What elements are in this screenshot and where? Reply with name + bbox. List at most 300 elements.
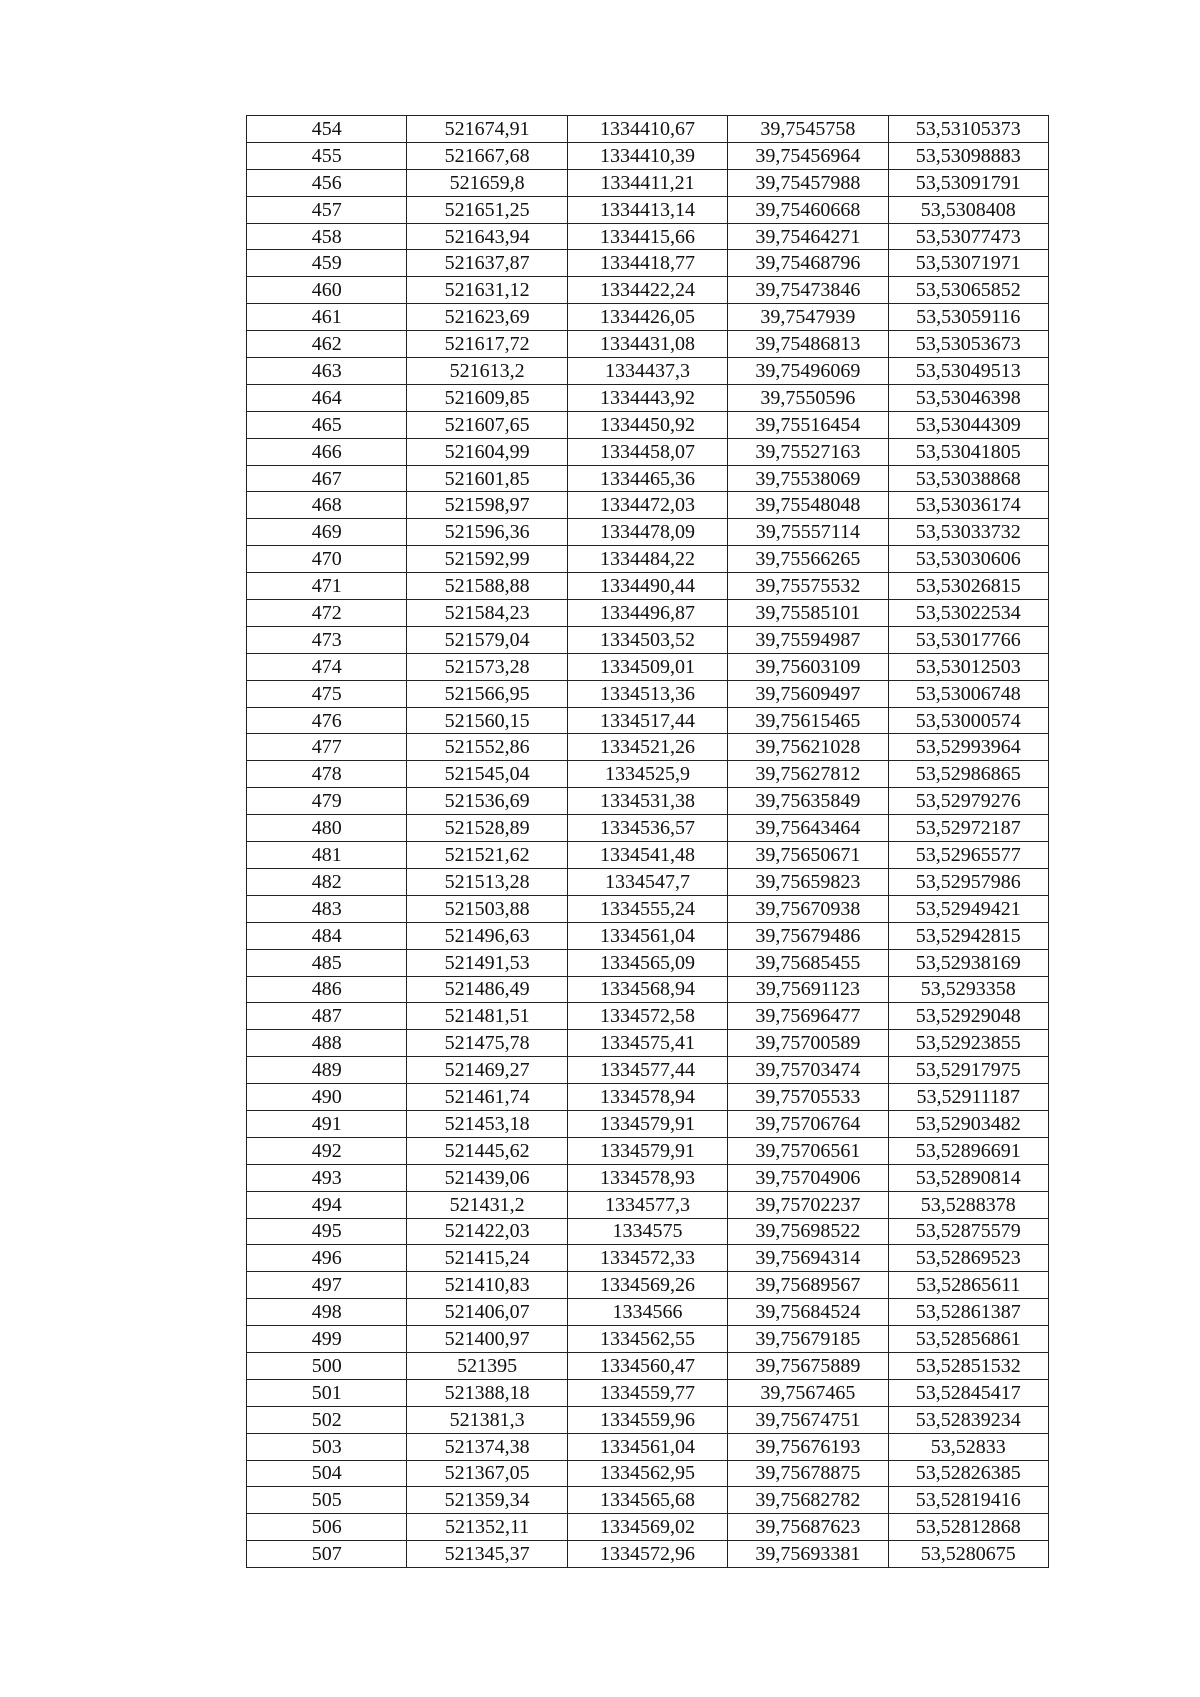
x-coordinate-cell: 521607,65 (407, 411, 567, 438)
latitude-cell: 39,75698522 (728, 1218, 888, 1245)
table-row (247, 1514, 1049, 1541)
point-number-cell: 486 (247, 976, 407, 1003)
y-coordinate-cell: 1334559,77 (567, 1379, 727, 1406)
y-coordinate-cell: 1334572,58 (567, 1003, 727, 1030)
table-row (247, 1191, 1049, 1218)
point-number-cell: 459 (247, 250, 407, 277)
longitude-cell: 53,52896691 (888, 1137, 1048, 1164)
x-coordinate-cell: 521388,18 (407, 1379, 567, 1406)
x-coordinate-cell: 521422,03 (407, 1218, 567, 1245)
y-coordinate-cell: 1334418,77 (567, 250, 727, 277)
point-number-cell: 476 (247, 707, 407, 734)
y-coordinate-cell: 1334577,44 (567, 1057, 727, 1084)
y-coordinate-cell: 1334450,92 (567, 411, 727, 438)
point-number-cell: 470 (247, 546, 407, 573)
y-coordinate-cell: 1334562,95 (567, 1460, 727, 1487)
table-row (247, 600, 1049, 627)
table-row (247, 761, 1049, 788)
point-number-cell: 468 (247, 492, 407, 519)
x-coordinate-cell: 521613,2 (407, 358, 567, 385)
longitude-cell: 53,53046398 (888, 384, 1048, 411)
x-coordinate-cell: 521481,51 (407, 1003, 567, 1030)
longitude-cell: 53,53017766 (888, 626, 1048, 653)
longitude-cell: 53,53098883 (888, 142, 1048, 169)
point-number-cell: 490 (247, 1084, 407, 1111)
table-row (247, 976, 1049, 1003)
longitude-cell: 53,53059116 (888, 304, 1048, 331)
point-number-cell: 483 (247, 895, 407, 922)
latitude-cell: 39,75703474 (728, 1057, 888, 1084)
y-coordinate-cell: 1334496,87 (567, 600, 727, 627)
point-number-cell: 456 (247, 169, 407, 196)
x-coordinate-cell: 521651,25 (407, 196, 567, 223)
x-coordinate-cell: 521579,04 (407, 626, 567, 653)
table-row (247, 895, 1049, 922)
longitude-cell: 53,52929048 (888, 1003, 1048, 1030)
y-coordinate-cell: 1334561,04 (567, 1433, 727, 1460)
x-coordinate-cell: 521491,53 (407, 949, 567, 976)
y-coordinate-cell: 1334509,01 (567, 653, 727, 680)
longitude-cell: 53,52942815 (888, 922, 1048, 949)
latitude-cell: 39,75621028 (728, 734, 888, 761)
longitude-cell: 53,52986865 (888, 761, 1048, 788)
table-row (247, 116, 1049, 143)
longitude-cell: 53,53038868 (888, 465, 1048, 492)
table-row (247, 1433, 1049, 1460)
longitude-cell: 53,52917975 (888, 1057, 1048, 1084)
point-number-cell: 471 (247, 573, 407, 600)
latitude-cell: 39,7550596 (728, 384, 888, 411)
x-coordinate-cell: 521431,2 (407, 1191, 567, 1218)
latitude-cell: 39,75691123 (728, 976, 888, 1003)
y-coordinate-cell: 1334531,38 (567, 788, 727, 815)
point-number-cell: 503 (247, 1433, 407, 1460)
x-coordinate-cell: 521573,28 (407, 653, 567, 680)
point-number-cell: 460 (247, 277, 407, 304)
y-coordinate-cell: 1334410,39 (567, 142, 727, 169)
table-row (247, 223, 1049, 250)
y-coordinate-cell: 1334578,93 (567, 1164, 727, 1191)
table-row (247, 169, 1049, 196)
y-coordinate-cell: 1334568,94 (567, 976, 727, 1003)
x-coordinate-cell: 521367,05 (407, 1460, 567, 1487)
latitude-cell: 39,75679486 (728, 922, 888, 949)
x-coordinate-cell: 521345,37 (407, 1541, 567, 1568)
point-number-cell: 507 (247, 1541, 407, 1568)
table-row (247, 492, 1049, 519)
longitude-cell: 53,5280675 (888, 1541, 1048, 1568)
longitude-cell: 53,52957986 (888, 868, 1048, 895)
longitude-cell: 53,5288378 (888, 1191, 1048, 1218)
y-coordinate-cell: 1334579,91 (567, 1137, 727, 1164)
point-number-cell: 457 (247, 196, 407, 223)
latitude-cell: 39,75689567 (728, 1272, 888, 1299)
point-number-cell: 482 (247, 868, 407, 895)
y-coordinate-cell: 1334569,02 (567, 1514, 727, 1541)
x-coordinate-cell: 521486,49 (407, 976, 567, 1003)
latitude-cell: 39,75468796 (728, 250, 888, 277)
point-number-cell: 489 (247, 1057, 407, 1084)
point-number-cell: 473 (247, 626, 407, 653)
latitude-cell: 39,75679185 (728, 1326, 888, 1353)
point-number-cell: 458 (247, 223, 407, 250)
longitude-cell: 53,52979276 (888, 788, 1048, 815)
latitude-cell: 39,7547939 (728, 304, 888, 331)
x-coordinate-cell: 521352,11 (407, 1514, 567, 1541)
x-coordinate-cell: 521588,88 (407, 573, 567, 600)
table-row (247, 1110, 1049, 1137)
y-coordinate-cell: 1334562,55 (567, 1326, 727, 1353)
y-coordinate-cell: 1334443,92 (567, 384, 727, 411)
latitude-cell: 39,75704906 (728, 1164, 888, 1191)
point-number-cell: 502 (247, 1406, 407, 1433)
x-coordinate-cell: 521410,83 (407, 1272, 567, 1299)
longitude-cell: 53,52903482 (888, 1110, 1048, 1137)
longitude-cell: 53,52845417 (888, 1379, 1048, 1406)
latitude-cell: 39,75706561 (728, 1137, 888, 1164)
x-coordinate-cell: 521584,23 (407, 600, 567, 627)
point-number-cell: 463 (247, 358, 407, 385)
point-number-cell: 475 (247, 680, 407, 707)
longitude-cell: 53,52890814 (888, 1164, 1048, 1191)
table-row (247, 519, 1049, 546)
latitude-cell: 39,75675889 (728, 1352, 888, 1379)
y-coordinate-cell: 1334541,48 (567, 842, 727, 869)
table-row (247, 949, 1049, 976)
point-number-cell: 454 (247, 116, 407, 143)
y-coordinate-cell: 1334415,66 (567, 223, 727, 250)
y-coordinate-cell: 1334513,36 (567, 680, 727, 707)
longitude-cell: 53,52993964 (888, 734, 1048, 761)
longitude-cell: 53,53006748 (888, 680, 1048, 707)
x-coordinate-cell: 521609,85 (407, 384, 567, 411)
y-coordinate-cell: 1334484,22 (567, 546, 727, 573)
latitude-cell: 39,75473846 (728, 277, 888, 304)
point-number-cell: 469 (247, 519, 407, 546)
table-row (247, 734, 1049, 761)
table-row (247, 250, 1049, 277)
longitude-cell: 53,52923855 (888, 1030, 1048, 1057)
longitude-cell: 53,53077473 (888, 223, 1048, 250)
longitude-cell: 53,53033732 (888, 519, 1048, 546)
longitude-cell: 53,53022534 (888, 600, 1048, 627)
y-coordinate-cell: 1334413,14 (567, 196, 727, 223)
point-number-cell: 461 (247, 304, 407, 331)
x-coordinate-cell: 521406,07 (407, 1299, 567, 1326)
point-number-cell: 492 (247, 1137, 407, 1164)
table-row (247, 438, 1049, 465)
point-number-cell: 464 (247, 384, 407, 411)
table-row (247, 1218, 1049, 1245)
longitude-cell: 53,52949421 (888, 895, 1048, 922)
table-row (247, 842, 1049, 869)
latitude-cell: 39,75456964 (728, 142, 888, 169)
y-coordinate-cell: 1334575,41 (567, 1030, 727, 1057)
latitude-cell: 39,75676193 (728, 1433, 888, 1460)
y-coordinate-cell: 1334426,05 (567, 304, 727, 331)
x-coordinate-cell: 521631,12 (407, 277, 567, 304)
latitude-cell: 39,75670938 (728, 895, 888, 922)
y-coordinate-cell: 1334422,24 (567, 277, 727, 304)
longitude-cell: 53,52965577 (888, 842, 1048, 869)
table-row (247, 1460, 1049, 1487)
x-coordinate-cell: 521461,74 (407, 1084, 567, 1111)
latitude-cell: 39,75627812 (728, 761, 888, 788)
latitude-cell: 39,75548048 (728, 492, 888, 519)
latitude-cell: 39,75527163 (728, 438, 888, 465)
longitude-cell: 53,53026815 (888, 573, 1048, 600)
y-coordinate-cell: 1334411,21 (567, 169, 727, 196)
y-coordinate-cell: 1334566 (567, 1299, 727, 1326)
longitude-cell: 53,52869523 (888, 1245, 1048, 1272)
latitude-cell: 39,75650671 (728, 842, 888, 869)
x-coordinate-cell: 521521,62 (407, 842, 567, 869)
x-coordinate-cell: 521617,72 (407, 331, 567, 358)
longitude-cell: 53,52839234 (888, 1406, 1048, 1433)
table-row (247, 411, 1049, 438)
latitude-cell: 39,75643464 (728, 815, 888, 842)
x-coordinate-cell: 521439,06 (407, 1164, 567, 1191)
point-number-cell: 488 (247, 1030, 407, 1057)
coordinates-table (246, 115, 1049, 1568)
latitude-cell: 39,75538069 (728, 465, 888, 492)
x-coordinate-cell: 521453,18 (407, 1110, 567, 1137)
y-coordinate-cell: 1334572,96 (567, 1541, 727, 1568)
x-coordinate-cell: 521667,68 (407, 142, 567, 169)
table-row (247, 331, 1049, 358)
longitude-cell: 53,52851532 (888, 1352, 1048, 1379)
latitude-cell: 39,75575532 (728, 573, 888, 600)
table-row (247, 626, 1049, 653)
point-number-cell: 478 (247, 761, 407, 788)
y-coordinate-cell: 1334555,24 (567, 895, 727, 922)
longitude-cell: 53,5308408 (888, 196, 1048, 223)
table-row (247, 1003, 1049, 1030)
table-row (247, 1272, 1049, 1299)
latitude-cell: 39,75585101 (728, 600, 888, 627)
longitude-cell: 53,53071971 (888, 250, 1048, 277)
table-body (247, 116, 1049, 1568)
table-row (247, 196, 1049, 223)
table-row (247, 573, 1049, 600)
x-coordinate-cell: 521545,04 (407, 761, 567, 788)
table-row (247, 142, 1049, 169)
y-coordinate-cell: 1334525,9 (567, 761, 727, 788)
table-row (247, 384, 1049, 411)
y-coordinate-cell: 1334565,68 (567, 1487, 727, 1514)
y-coordinate-cell: 1334577,3 (567, 1191, 727, 1218)
y-coordinate-cell: 1334490,44 (567, 573, 727, 600)
y-coordinate-cell: 1334561,04 (567, 922, 727, 949)
longitude-cell: 53,53049513 (888, 358, 1048, 385)
table-row (247, 788, 1049, 815)
point-number-cell: 485 (247, 949, 407, 976)
latitude-cell: 39,75674751 (728, 1406, 888, 1433)
point-number-cell: 496 (247, 1245, 407, 1272)
longitude-cell: 53,52819416 (888, 1487, 1048, 1514)
latitude-cell: 39,75706764 (728, 1110, 888, 1137)
longitude-cell: 53,53000574 (888, 707, 1048, 734)
latitude-cell: 39,75696477 (728, 1003, 888, 1030)
table-row (247, 815, 1049, 842)
point-number-cell: 501 (247, 1379, 407, 1406)
y-coordinate-cell: 1334572,33 (567, 1245, 727, 1272)
latitude-cell: 39,75557114 (728, 519, 888, 546)
latitude-cell: 39,75566265 (728, 546, 888, 573)
y-coordinate-cell: 1334536,57 (567, 815, 727, 842)
table-row (247, 465, 1049, 492)
x-coordinate-cell: 521643,94 (407, 223, 567, 250)
y-coordinate-cell: 1334521,26 (567, 734, 727, 761)
x-coordinate-cell: 521513,28 (407, 868, 567, 895)
table-row (247, 1406, 1049, 1433)
x-coordinate-cell: 521659,8 (407, 169, 567, 196)
x-coordinate-cell: 521395 (407, 1352, 567, 1379)
longitude-cell: 53,52875579 (888, 1218, 1048, 1245)
longitude-cell: 53,52812868 (888, 1514, 1048, 1541)
table-row (247, 304, 1049, 331)
point-number-cell: 505 (247, 1487, 407, 1514)
x-coordinate-cell: 521374,38 (407, 1433, 567, 1460)
point-number-cell: 466 (247, 438, 407, 465)
latitude-cell: 39,75684524 (728, 1299, 888, 1326)
point-number-cell: 506 (247, 1514, 407, 1541)
x-coordinate-cell: 521359,34 (407, 1487, 567, 1514)
longitude-cell: 53,53030606 (888, 546, 1048, 573)
longitude-cell: 53,53036174 (888, 492, 1048, 519)
point-number-cell: 495 (247, 1218, 407, 1245)
table-row (247, 680, 1049, 707)
point-number-cell: 487 (247, 1003, 407, 1030)
longitude-cell: 53,53091791 (888, 169, 1048, 196)
longitude-cell: 53,5293358 (888, 976, 1048, 1003)
x-coordinate-cell: 521601,85 (407, 465, 567, 492)
point-number-cell: 494 (247, 1191, 407, 1218)
y-coordinate-cell: 1334465,36 (567, 465, 727, 492)
longitude-cell: 53,53044309 (888, 411, 1048, 438)
point-number-cell: 462 (247, 331, 407, 358)
latitude-cell: 39,75594987 (728, 626, 888, 653)
latitude-cell: 39,75700589 (728, 1030, 888, 1057)
y-coordinate-cell: 1334547,7 (567, 868, 727, 895)
table-row (247, 653, 1049, 680)
y-coordinate-cell: 1334565,09 (567, 949, 727, 976)
y-coordinate-cell: 1334579,91 (567, 1110, 727, 1137)
point-number-cell: 472 (247, 600, 407, 627)
latitude-cell: 39,75635849 (728, 788, 888, 815)
y-coordinate-cell: 1334560,47 (567, 1352, 727, 1379)
table-row (247, 1379, 1049, 1406)
y-coordinate-cell: 1334559,96 (567, 1406, 727, 1433)
y-coordinate-cell: 1334437,3 (567, 358, 727, 385)
latitude-cell: 39,75460668 (728, 196, 888, 223)
x-coordinate-cell: 521637,87 (407, 250, 567, 277)
point-number-cell: 481 (247, 842, 407, 869)
x-coordinate-cell: 521674,91 (407, 116, 567, 143)
y-coordinate-cell: 1334410,67 (567, 116, 727, 143)
x-coordinate-cell: 521560,15 (407, 707, 567, 734)
y-coordinate-cell: 1334472,03 (567, 492, 727, 519)
x-coordinate-cell: 521623,69 (407, 304, 567, 331)
x-coordinate-cell: 521445,62 (407, 1137, 567, 1164)
table-row (247, 1030, 1049, 1057)
x-coordinate-cell: 521503,88 (407, 895, 567, 922)
table-row (247, 1137, 1049, 1164)
latitude-cell: 39,75682782 (728, 1487, 888, 1514)
latitude-cell: 39,75659823 (728, 868, 888, 895)
table-row (247, 1084, 1049, 1111)
x-coordinate-cell: 521469,27 (407, 1057, 567, 1084)
longitude-cell: 53,52938169 (888, 949, 1048, 976)
latitude-cell: 39,75464271 (728, 223, 888, 250)
y-coordinate-cell: 1334431,08 (567, 331, 727, 358)
longitude-cell: 53,53041805 (888, 438, 1048, 465)
y-coordinate-cell: 1334503,52 (567, 626, 727, 653)
y-coordinate-cell: 1334458,07 (567, 438, 727, 465)
x-coordinate-cell: 521566,95 (407, 680, 567, 707)
latitude-cell: 39,75694314 (728, 1245, 888, 1272)
x-coordinate-cell: 521475,78 (407, 1030, 567, 1057)
table-row (247, 1487, 1049, 1514)
longitude-cell: 53,53053673 (888, 331, 1048, 358)
longitude-cell: 53,52826385 (888, 1460, 1048, 1487)
point-number-cell: 480 (247, 815, 407, 842)
y-coordinate-cell: 1334478,09 (567, 519, 727, 546)
table-row (247, 1057, 1049, 1084)
point-number-cell: 479 (247, 788, 407, 815)
x-coordinate-cell: 521592,99 (407, 546, 567, 573)
longitude-cell: 53,52861387 (888, 1299, 1048, 1326)
table-row (247, 1541, 1049, 1568)
x-coordinate-cell: 521415,24 (407, 1245, 567, 1272)
latitude-cell: 39,75702237 (728, 1191, 888, 1218)
longitude-cell: 53,52865611 (888, 1272, 1048, 1299)
x-coordinate-cell: 521596,36 (407, 519, 567, 546)
longitude-cell: 53,52911187 (888, 1084, 1048, 1111)
x-coordinate-cell: 521552,86 (407, 734, 567, 761)
y-coordinate-cell: 1334578,94 (567, 1084, 727, 1111)
latitude-cell: 39,75678875 (728, 1460, 888, 1487)
table-row (247, 1164, 1049, 1191)
longitude-cell: 53,52856861 (888, 1326, 1048, 1353)
latitude-cell: 39,75615465 (728, 707, 888, 734)
table-row (247, 868, 1049, 895)
point-number-cell: 465 (247, 411, 407, 438)
latitude-cell: 39,75609497 (728, 680, 888, 707)
latitude-cell: 39,75705533 (728, 1084, 888, 1111)
point-number-cell: 491 (247, 1110, 407, 1137)
table-row (247, 1326, 1049, 1353)
x-coordinate-cell: 521496,63 (407, 922, 567, 949)
point-number-cell: 499 (247, 1326, 407, 1353)
latitude-cell: 39,75693381 (728, 1541, 888, 1568)
latitude-cell: 39,75457988 (728, 169, 888, 196)
table-row (247, 1245, 1049, 1272)
table-row (247, 1299, 1049, 1326)
x-coordinate-cell: 521381,3 (407, 1406, 567, 1433)
table-row (247, 922, 1049, 949)
longitude-cell: 53,52972187 (888, 815, 1048, 842)
x-coordinate-cell: 521604,99 (407, 438, 567, 465)
point-number-cell: 498 (247, 1299, 407, 1326)
longitude-cell: 53,52833 (888, 1433, 1048, 1460)
table-row (247, 707, 1049, 734)
point-number-cell: 493 (247, 1164, 407, 1191)
table-row (247, 546, 1049, 573)
latitude-cell: 39,7567465 (728, 1379, 888, 1406)
x-coordinate-cell: 521598,97 (407, 492, 567, 519)
table-row (247, 1352, 1049, 1379)
